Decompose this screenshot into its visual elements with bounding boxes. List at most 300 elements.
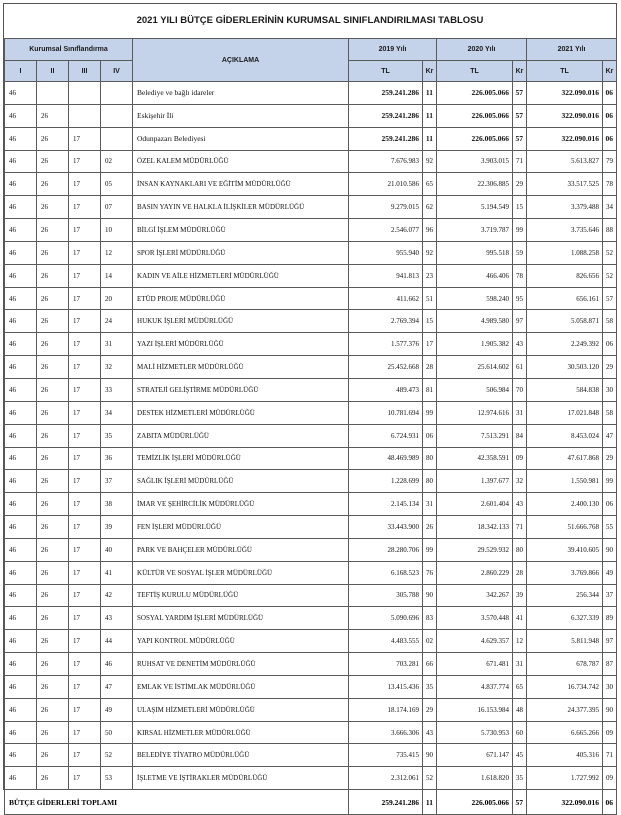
cell-2019-kr: 76 <box>423 561 437 584</box>
cell-level-iv: 47 <box>101 675 133 698</box>
cell-2020-tl: 3.903.015 <box>437 150 513 173</box>
cell-level-iii: 17 <box>69 744 101 767</box>
cell-2020-kr: 28 <box>513 561 527 584</box>
cell-level-iii: 17 <box>69 196 101 219</box>
cell-level-i: 46 <box>5 241 37 264</box>
table-row <box>5 241 617 264</box>
cell-2020-tl: 5.194.549 <box>437 196 513 219</box>
cell-level-iii: 17 <box>69 538 101 561</box>
cell-2021-tl: 16.734.742 <box>527 675 603 698</box>
cell-2019-tl: 259.241.286 <box>349 104 423 127</box>
table-row <box>5 378 617 401</box>
cell-2020-tl: 12.974.616 <box>437 401 513 424</box>
cell-description: Eskişehir İli <box>133 104 349 127</box>
cell-2019-tl: 6.168.523 <box>349 561 423 584</box>
cell-level-i: 46 <box>5 607 37 630</box>
cell-2019-tl: 2.546.077 <box>349 219 423 242</box>
cell-2020-tl: 1.905.382 <box>437 333 513 356</box>
cell-2020-kr: 60 <box>513 721 527 744</box>
table-row <box>5 219 617 242</box>
cell-level-i: 46 <box>5 424 37 447</box>
cell-level-iii: 17 <box>69 721 101 744</box>
cell-level-iv: 24 <box>101 310 133 333</box>
cell-2021-tl: 30.503.120 <box>527 356 603 379</box>
cell-2021-tl: 5.811.948 <box>527 630 603 653</box>
cell-level-iv: 44 <box>101 630 133 653</box>
cell-2019-tl: 5.090.696 <box>349 607 423 630</box>
cell-level-i: 46 <box>5 127 37 150</box>
cell-level-iv: 35 <box>101 424 133 447</box>
cell-2020-kr: 43 <box>513 333 527 356</box>
cell-level-i: 46 <box>5 447 37 470</box>
table-row <box>5 82 617 105</box>
cell-level-ii: 26 <box>37 196 69 219</box>
cell-level-ii: 26 <box>37 424 69 447</box>
header-kr-2020: Kr <box>513 61 527 82</box>
cell-level-ii: 26 <box>37 561 69 584</box>
total-2020-tl: 226.005.066 <box>437 790 513 815</box>
header-year-2019: 2019 Yılı <box>349 39 437 61</box>
cell-2020-tl: 226.005.066 <box>437 127 513 150</box>
cell-2020-tl: 342.267 <box>437 584 513 607</box>
cell-2021-tl: 5.058.871 <box>527 310 603 333</box>
cell-2020-kr: 97 <box>513 310 527 333</box>
cell-2020-tl: 29.529.932 <box>437 538 513 561</box>
cell-2020-tl: 598.240 <box>437 287 513 310</box>
cell-2020-tl: 16.153.984 <box>437 698 513 721</box>
cell-level-ii: 26 <box>37 698 69 721</box>
cell-2021-kr: 71 <box>603 744 617 767</box>
table-row <box>5 424 617 447</box>
cell-2021-tl: 256.344 <box>527 584 603 607</box>
cell-level-iv: 32 <box>101 356 133 379</box>
cell-2020-kr: 41 <box>513 607 527 630</box>
cell-2019-tl: 9.279.015 <box>349 196 423 219</box>
cell-2019-kr: 80 <box>423 470 437 493</box>
cell-2019-kr: 15 <box>423 310 437 333</box>
cell-2021-tl: 8.453.024 <box>527 424 603 447</box>
cell-2019-tl: 489.473 <box>349 378 423 401</box>
cell-2019-kr: 65 <box>423 173 437 196</box>
cell-2021-kr: 90 <box>603 698 617 721</box>
cell-2019-tl: 703.281 <box>349 653 423 676</box>
table-row <box>5 584 617 607</box>
header-kr-2021: Kr <box>603 61 617 82</box>
header-tl-2020: TL <box>437 61 513 82</box>
cell-2021-kr: 89 <box>603 607 617 630</box>
cell-2021-kr: 47 <box>603 424 617 447</box>
header-kr-2019: Kr <box>423 61 437 82</box>
cell-level-ii: 26 <box>37 516 69 539</box>
cell-level-ii: 26 <box>37 378 69 401</box>
header-tl-2019: TL <box>349 61 423 82</box>
cell-2021-tl: 322.090.016 <box>527 82 603 105</box>
cell-description: YAPI KONTROL MÜDÜRLÜĞÜ <box>133 630 349 653</box>
cell-2021-kr: 09 <box>603 721 617 744</box>
cell-level-iii: 17 <box>69 241 101 264</box>
cell-description: PARK VE BAHÇELER MÜDÜRLÜĞÜ <box>133 538 349 561</box>
cell-level-iii: 17 <box>69 173 101 196</box>
cell-level-iii: 17 <box>69 219 101 242</box>
cell-2019-tl: 3.666.306 <box>349 721 423 744</box>
cell-2021-kr: 97 <box>603 630 617 653</box>
table-row <box>5 333 617 356</box>
cell-2021-tl: 1.088.258 <box>527 241 603 264</box>
cell-2021-tl: 6.327.339 <box>527 607 603 630</box>
cell-2021-kr: 06 <box>603 127 617 150</box>
cell-level-iii: 17 <box>69 127 101 150</box>
cell-description: İNSAN KAYNAKLARI VE EĞİTİM MÜDÜRLÜĞÜ <box>133 173 349 196</box>
cell-2020-tl: 42.358.591 <box>437 447 513 470</box>
cell-description: TEFTİŞ KURULU MÜDÜRLÜĞÜ <box>133 584 349 607</box>
cell-level-ii: 26 <box>37 447 69 470</box>
cell-2021-tl: 584.838 <box>527 378 603 401</box>
cell-2021-tl: 656.161 <box>527 287 603 310</box>
cell-description: SPOR İŞLERİ MÜDÜRLÜĞÜ <box>133 241 349 264</box>
cell-2019-kr: 11 <box>423 82 437 105</box>
cell-description: SOSYAL YARDIM İŞLERİ MÜDÜRLÜĞÜ <box>133 607 349 630</box>
cell-2020-tl: 1.618.820 <box>437 767 513 790</box>
cell-2019-tl: 1.228.699 <box>349 470 423 493</box>
cell-level-ii: 26 <box>37 287 69 310</box>
cell-2020-tl: 4.837.774 <box>437 675 513 698</box>
cell-2019-kr: 92 <box>423 241 437 264</box>
cell-2021-kr: 06 <box>603 82 617 105</box>
cell-2020-tl: 25.614.602 <box>437 356 513 379</box>
cell-2020-kr: 39 <box>513 584 527 607</box>
cell-level-iv: 50 <box>101 721 133 744</box>
cell-level-i: 46 <box>5 287 37 310</box>
cell-level-iii: 17 <box>69 287 101 310</box>
cell-2021-tl: 3.769.866 <box>527 561 603 584</box>
cell-2020-kr: 71 <box>513 516 527 539</box>
cell-2019-tl: 21.010.586 <box>349 173 423 196</box>
total-2019-tl: 259.241.286 <box>349 790 423 815</box>
header-year-2021: 2021 Yılı <box>527 39 617 61</box>
cell-level-i: 46 <box>5 493 37 516</box>
cell-2020-kr: 78 <box>513 264 527 287</box>
table-row <box>5 310 617 333</box>
header-level-iv: IV <box>101 61 133 82</box>
cell-2020-kr: 43 <box>513 493 527 516</box>
cell-2019-kr: 99 <box>423 401 437 424</box>
cell-description: ETÜD PROJE MÜDÜRLÜĞÜ <box>133 287 349 310</box>
cell-2020-kr: 35 <box>513 767 527 790</box>
cell-2020-kr: 29 <box>513 173 527 196</box>
cell-level-iv: 53 <box>101 767 133 790</box>
table-row <box>5 653 617 676</box>
cell-2020-tl: 226.005.066 <box>437 104 513 127</box>
cell-level-ii: 26 <box>37 721 69 744</box>
cell-level-iii: 17 <box>69 150 101 173</box>
cell-description: YAZI İŞLERİ MÜDÜRLÜĞÜ <box>133 333 349 356</box>
cell-2020-kr: 57 <box>513 82 527 105</box>
cell-level-iv: 40 <box>101 538 133 561</box>
cell-2020-kr: 65 <box>513 675 527 698</box>
cell-level-iii: 17 <box>69 424 101 447</box>
cell-2020-kr: 32 <box>513 470 527 493</box>
cell-level-i: 46 <box>5 767 37 790</box>
cell-2020-tl: 18.342.133 <box>437 516 513 539</box>
cell-2019-tl: 2.769.394 <box>349 310 423 333</box>
total-2021-kr: 06 <box>603 790 617 815</box>
cell-2021-tl: 405.316 <box>527 744 603 767</box>
table-title: 2021 YILI BÜTÇE GİDERLERİNİN KURUMSAL SINIFLANDIRILMASI TABLOSU <box>136 15 484 26</box>
cell-level-iii: 17 <box>69 333 101 356</box>
cell-2020-kr: 57 <box>513 127 527 150</box>
cell-2019-tl: 25.452.668 <box>349 356 423 379</box>
total-row <box>5 790 617 815</box>
cell-2020-kr: 45 <box>513 744 527 767</box>
cell-level-ii: 26 <box>37 538 69 561</box>
cell-2020-tl: 2.601.404 <box>437 493 513 516</box>
cell-level-ii: 26 <box>37 470 69 493</box>
cell-2019-kr: 99 <box>423 538 437 561</box>
cell-2020-kr: 99 <box>513 219 527 242</box>
cell-2021-kr: 58 <box>603 401 617 424</box>
cell-2021-tl: 1.727.992 <box>527 767 603 790</box>
cell-level-i: 46 <box>5 173 37 196</box>
cell-2020-kr: 15 <box>513 196 527 219</box>
cell-2019-tl: 48.469.989 <box>349 447 423 470</box>
cell-level-iv: 34 <box>101 401 133 424</box>
table-row <box>5 264 617 287</box>
cell-level-i: 46 <box>5 653 37 676</box>
cell-level-iii: 17 <box>69 378 101 401</box>
cell-level-iii: 17 <box>69 264 101 287</box>
cell-2021-kr: 52 <box>603 241 617 264</box>
cell-2021-tl: 47.617.868 <box>527 447 603 470</box>
table-row <box>5 698 617 721</box>
cell-2019-tl: 28.280.706 <box>349 538 423 561</box>
cell-level-ii: 26 <box>37 607 69 630</box>
cell-2021-kr: 78 <box>603 173 617 196</box>
cell-level-i: 46 <box>5 470 37 493</box>
cell-2021-tl: 5.613.827 <box>527 150 603 173</box>
cell-2019-tl: 411.662 <box>349 287 423 310</box>
cell-level-iii: 17 <box>69 653 101 676</box>
cell-2019-tl: 941.813 <box>349 264 423 287</box>
table-row <box>5 447 617 470</box>
cell-2020-tl: 22.306.885 <box>437 173 513 196</box>
cell-2021-kr: 29 <box>603 447 617 470</box>
cell-level-i: 46 <box>5 82 37 105</box>
cell-2020-tl: 3.719.787 <box>437 219 513 242</box>
cell-2021-kr: 49 <box>603 561 617 584</box>
cell-level-iii: 17 <box>69 675 101 698</box>
cell-level-iv <box>101 104 133 127</box>
cell-level-iii: 17 <box>69 356 101 379</box>
cell-2019-kr: 66 <box>423 653 437 676</box>
table-row <box>5 561 617 584</box>
cell-level-i: 46 <box>5 584 37 607</box>
budget-table-sheet <box>3 3 617 807</box>
cell-2021-tl: 826.656 <box>527 264 603 287</box>
cell-level-iii: 17 <box>69 401 101 424</box>
cell-2019-kr: 35 <box>423 675 437 698</box>
cell-level-ii: 26 <box>37 150 69 173</box>
cell-2021-tl: 33.517.525 <box>527 173 603 196</box>
cell-2020-kr: 84 <box>513 424 527 447</box>
cell-2020-kr: 12 <box>513 630 527 653</box>
cell-2021-tl: 2.400.130 <box>527 493 603 516</box>
cell-2020-tl: 226.005.066 <box>437 82 513 105</box>
cell-description: ÖZEL KALEM MÜDÜRLÜĞÜ <box>133 150 349 173</box>
table-row <box>5 675 617 698</box>
cell-2019-tl: 259.241.286 <box>349 127 423 150</box>
cell-level-iv: 46 <box>101 653 133 676</box>
cell-level-i: 46 <box>5 150 37 173</box>
cell-level-i: 46 <box>5 219 37 242</box>
cell-level-ii: 26 <box>37 675 69 698</box>
cell-level-iii: 17 <box>69 630 101 653</box>
cell-level-iv: 42 <box>101 584 133 607</box>
header-level-iii: III <box>69 61 101 82</box>
header-aciklama: AÇIKLAMA <box>133 39 349 82</box>
cell-level-ii <box>37 82 69 105</box>
table-row <box>5 287 617 310</box>
cell-2019-tl: 955.940 <box>349 241 423 264</box>
table-row <box>5 401 617 424</box>
cell-level-i: 46 <box>5 538 37 561</box>
cell-level-iv: 37 <box>101 470 133 493</box>
cell-2019-kr: 17 <box>423 333 437 356</box>
cell-level-iii <box>69 104 101 127</box>
cell-2019-tl: 10.781.694 <box>349 401 423 424</box>
cell-level-iii: 17 <box>69 767 101 790</box>
table-row <box>5 516 617 539</box>
cell-description: TEMİZLİK İŞLERİ MÜDÜRLÜĞÜ <box>133 447 349 470</box>
cell-level-iv: 02 <box>101 150 133 173</box>
cell-level-iv: 52 <box>101 744 133 767</box>
cell-2020-tl: 4.629.357 <box>437 630 513 653</box>
cell-2021-kr: 30 <box>603 378 617 401</box>
cell-2019-tl: 18.174.169 <box>349 698 423 721</box>
cell-2020-kr: 31 <box>513 653 527 676</box>
table-row <box>5 630 617 653</box>
cell-description: Odunpazarı Belediyesi <box>133 127 349 150</box>
cell-2019-tl: 305.788 <box>349 584 423 607</box>
cell-2020-tl: 671.481 <box>437 653 513 676</box>
cell-2020-kr: 80 <box>513 538 527 561</box>
cell-2019-kr: 26 <box>423 516 437 539</box>
cell-2021-kr: 06 <box>603 333 617 356</box>
cell-description: İMAR VE ŞEHİRCİLİK MÜDÜRLÜĞÜ <box>133 493 349 516</box>
cell-description: EMLAK VE İSTİMLAK MÜDÜRLÜĞÜ <box>133 675 349 698</box>
cell-2021-kr: 09 <box>603 767 617 790</box>
cell-level-i: 46 <box>5 401 37 424</box>
cell-level-iii: 17 <box>69 470 101 493</box>
table-row <box>5 607 617 630</box>
cell-2020-kr: 70 <box>513 378 527 401</box>
cell-level-iv: 12 <box>101 241 133 264</box>
cell-2019-kr: 43 <box>423 721 437 744</box>
cell-level-iv <box>101 127 133 150</box>
budget-table <box>4 38 617 815</box>
cell-level-i: 46 <box>5 561 37 584</box>
cell-description: DESTEK HİZMETLERİ MÜDÜRLÜĞÜ <box>133 401 349 424</box>
cell-2019-kr: 80 <box>423 447 437 470</box>
cell-level-ii: 26 <box>37 104 69 127</box>
cell-level-iv: 14 <box>101 264 133 287</box>
cell-level-iv: 43 <box>101 607 133 630</box>
cell-level-iv: 49 <box>101 698 133 721</box>
cell-2019-kr: 81 <box>423 378 437 401</box>
cell-2021-kr: 99 <box>603 470 617 493</box>
cell-2020-kr: 95 <box>513 287 527 310</box>
cell-level-iii: 17 <box>69 516 101 539</box>
cell-2019-kr: 11 <box>423 127 437 150</box>
cell-level-iii: 17 <box>69 447 101 470</box>
table-row <box>5 104 617 127</box>
cell-2021-kr: 79 <box>603 150 617 173</box>
cell-2019-tl: 6.724.931 <box>349 424 423 447</box>
cell-2021-tl: 17.021.848 <box>527 401 603 424</box>
table-row <box>5 173 617 196</box>
cell-description: HUKUK İŞLERİ MÜDÜRLÜĞÜ <box>133 310 349 333</box>
cell-description: BELEDİYE TİYATRO MÜDÜRLÜĞÜ <box>133 744 349 767</box>
cell-level-i: 46 <box>5 630 37 653</box>
cell-2020-kr: 57 <box>513 104 527 127</box>
cell-2019-kr: 06 <box>423 424 437 447</box>
cell-level-ii: 26 <box>37 127 69 150</box>
cell-2019-tl: 13.415.436 <box>349 675 423 698</box>
table-row <box>5 356 617 379</box>
cell-2021-kr: 06 <box>603 104 617 127</box>
table-row <box>5 150 617 173</box>
cell-2019-tl: 2.312.061 <box>349 767 423 790</box>
cell-level-iv: 05 <box>101 173 133 196</box>
cell-2019-kr: 96 <box>423 219 437 242</box>
cell-2020-tl: 506.984 <box>437 378 513 401</box>
cell-2021-kr: 30 <box>603 675 617 698</box>
cell-level-iv: 07 <box>101 196 133 219</box>
cell-level-ii: 26 <box>37 264 69 287</box>
cell-level-iv: 36 <box>101 447 133 470</box>
cell-level-iv: 41 <box>101 561 133 584</box>
cell-2021-tl: 6.665.266 <box>527 721 603 744</box>
cell-description: MALİ HİZMETLER MÜDÜRLÜĞÜ <box>133 356 349 379</box>
total-label: BÜTÇE GİDERLERİ TOPLAMI <box>5 790 349 815</box>
cell-2021-kr: 87 <box>603 653 617 676</box>
total-2021-tl: 322.090.016 <box>527 790 603 815</box>
cell-description: İŞLETME VE İŞTİRAKLER MÜDÜRLÜĞÜ <box>133 767 349 790</box>
cell-level-iii: 17 <box>69 310 101 333</box>
table-row <box>5 721 617 744</box>
cell-2019-tl: 33.443.900 <box>349 516 423 539</box>
cell-2021-kr: 06 <box>603 493 617 516</box>
cell-level-ii: 26 <box>37 584 69 607</box>
cell-level-ii: 26 <box>37 653 69 676</box>
cell-2021-tl: 3.735.646 <box>527 219 603 242</box>
cell-description: BİLGİ İŞLEM MÜDÜRLÜĞÜ <box>133 219 349 242</box>
cell-level-i: 46 <box>5 264 37 287</box>
header-tl-2021: TL <box>527 61 603 82</box>
cell-level-i: 46 <box>5 104 37 127</box>
cell-2019-tl: 735.415 <box>349 744 423 767</box>
cell-2021-tl: 39.410.605 <box>527 538 603 561</box>
cell-2021-kr: 90 <box>603 538 617 561</box>
table-row <box>5 470 617 493</box>
cell-level-ii: 26 <box>37 744 69 767</box>
cell-2020-tl: 671.147 <box>437 744 513 767</box>
cell-level-i: 46 <box>5 698 37 721</box>
cell-2020-tl: 3.570.448 <box>437 607 513 630</box>
table-row <box>5 196 617 219</box>
cell-2021-kr: 29 <box>603 356 617 379</box>
cell-2021-tl: 3.379.488 <box>527 196 603 219</box>
cell-2021-kr: 34 <box>603 196 617 219</box>
